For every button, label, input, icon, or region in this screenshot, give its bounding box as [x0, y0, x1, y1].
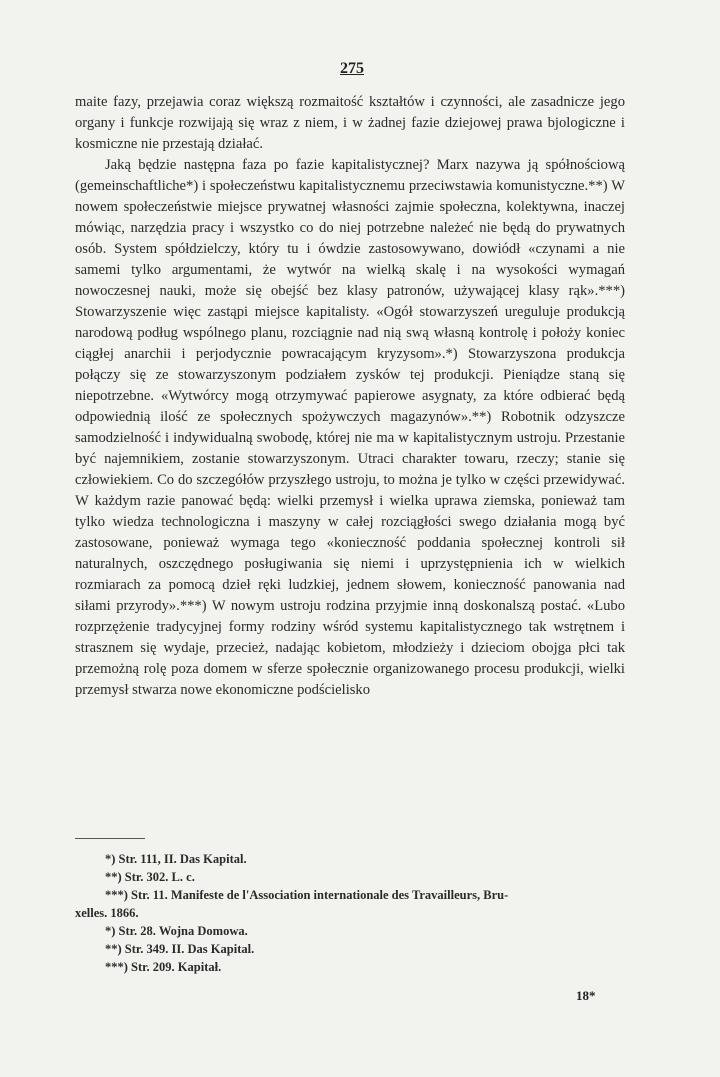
body-text [75, 92, 625, 701]
footnote: *) Str. 111, II. Das Kapital. [105, 852, 247, 866]
paragraph: Jaką będzie następna faza po fazie kapitalistycznej? Marx nazywa ją spółnościową (gemeinschaftliche*) i społeczeństwu kapitalistycznemu przeciwstawia komunistyczne.**) W nowem społeczeństwie miejsce prywatnej własności zajmie społeczna, kolektywna, inaczej mówiąc, narzędzia pracy i wszystko co do niej potrzebne należeć nie będą do prywatnych osób. System spółdzielczy, który tu i ówdzie zastosowywano, dowiódł «czynami a nie samemi tylko argumentami, że wytwór na wielką skalę i na wysokości wymagań nowoczesnej nauki, może się obejść bez klasy patronów, używającej klasy rąk».***) Stowarzyszenie więc zastąpi miejsce kapitalisty. «Ogół stowarzyszeń ureguluje produkcją narodową podług wspólnego planu, rozciągnie nad nią swą własną kontrolę i położy koniec ciągłej anarchii i perjodycznie powracającym kryzysom».*) Stowarzyszona produkcja połączy się ze stowarzyszonym podziałem zysków tej produkcji. Pieniądze staną się niepotrzebne. «Wytwórcy mogą otrzymywać papierowe asygnaty, za które odbierać będą odpowiednią ilość ze społecznych spożywczych magazynów».**) Robotnik odzyszcze samodzielność i indywidualną swobodę, której nie ma w kapitalistycznym ustroju. Przestanie być najemnikiem, zostanie stowarzyszonym. Utraci charakter towaru, rzeczy; stanie się człowiekiem. Co do szczegółów przyszłego ustroju, to można je tylko w części przewidywać. W każdym razie panować będą: wielki przemysł i wielka uprawa ziemska, ponieważ tam tylko wiedza technologiczna i maszyny w całej rozciągłości swego działania mogą być zastosowane, ponieważ wymaga tego «konieczność poddania społecznej kontroli sił naturalnych, oszczędnego posługiwania się niemi i uprzystępnienia ich w wielkich rozmiarach za pomocą dzieł ręki ludzkiej, jednem słowem, konieczność panowania nad siłami przyrody».***) W nowym ustroju rodzina przyjmie inną doskonalszą postać. «Lubo rozprzężenie tradycyjnej formy rodziny wśród systemu kapitalistycznego tak wstrętnem i strasznem się wydaje, przecież, nadając kobietom, młodzieży i dzieciom obojga płci tak przemożną rolę poza domem w sferze społecznie organizowanego procesu produkcji, wielki przemysł stwarza nowe ekonomiczne podścielisko [75, 157, 625, 698]
footnote-divider [75, 838, 145, 839]
footnotes [75, 850, 625, 976]
footnote: **) Str. 302. L. c. [105, 870, 195, 884]
page-number: 275 [340, 60, 364, 77]
sheet-signature: 18* [576, 988, 596, 1003]
footnote-continuation: xelles. 1866. [75, 906, 139, 920]
footnote: *) Str. 28. Wojna Domowa. [105, 924, 248, 938]
footnote: ***) Str. 11. Manifeste de l'Association internationale des Travailleurs, Bru- [105, 888, 509, 902]
footnote: ***) Str. 209. Kapitał. [105, 960, 222, 974]
footnote: **) Str. 349. II. Das Kapital. [105, 942, 255, 956]
paragraph: maite fazy, przejawia coraz większą rozmaitość kształtów i czynności, ale zasadnicze jego organy i funkcje rozwijają się wraz z niem, i w żadnej fazie dziejowej prawa bjologiczne i kosmiczne nie przestają działać. [75, 94, 625, 152]
